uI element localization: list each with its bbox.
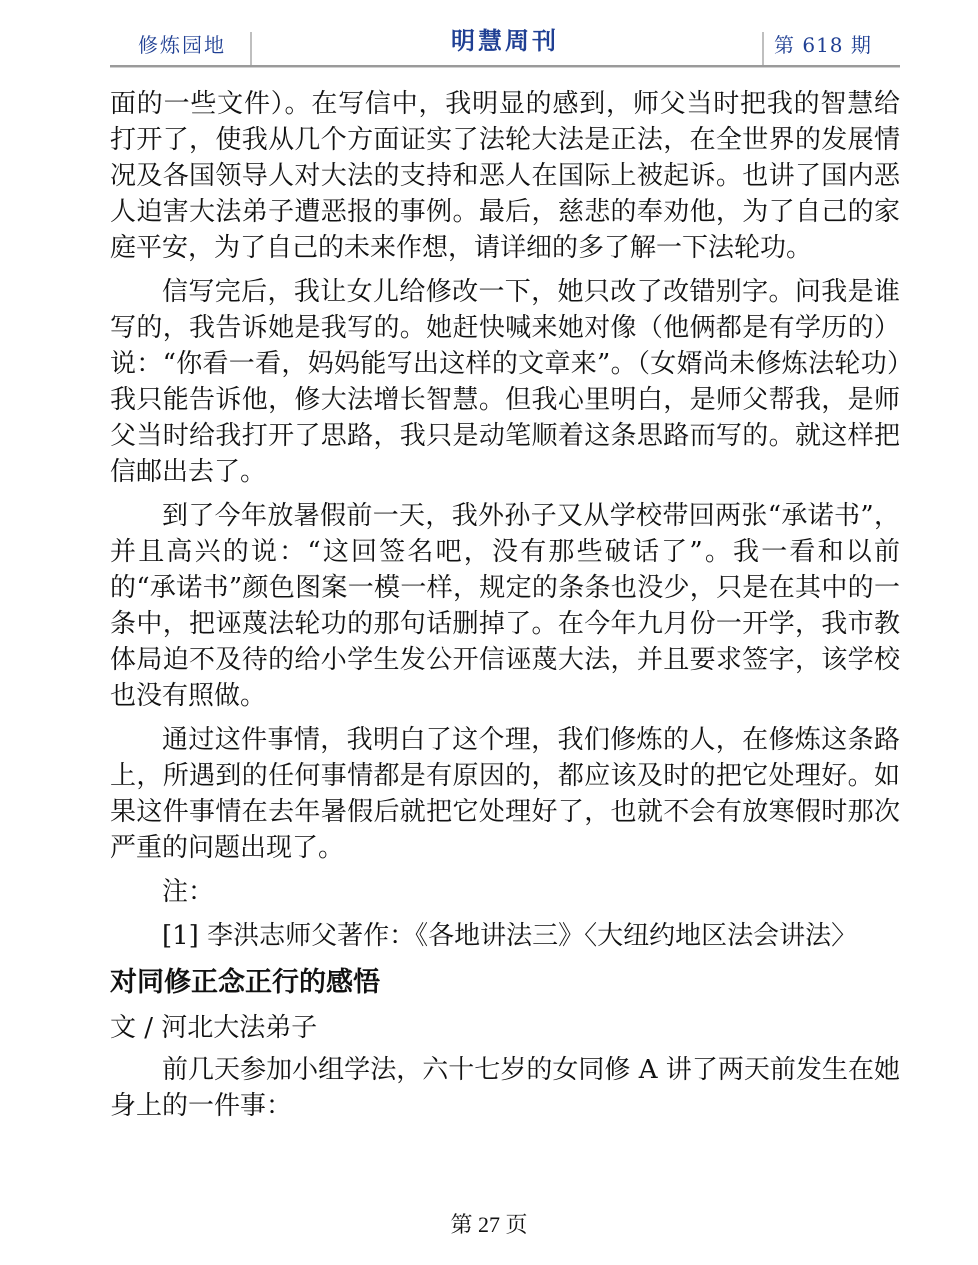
header-section-name: 修炼园地 — [138, 33, 226, 57]
header-issue-number: 第 618 期 — [774, 33, 872, 57]
notes-label: 注： — [162, 877, 215, 907]
paragraph-reflection: 通过这件事情，我明白了这个理，我们修炼的人，在修炼这条路上，所遇到的任何事情都是有原因的，都应该及时的把它处理好。如果这件事情在去年暑假后就把它处理好了，也就不会有放寒假时那次严重的问题出现了。 — [110, 725, 900, 863]
article-title: 对同修正念正行的感悟 — [110, 967, 380, 998]
page-number: 第 27 页 — [450, 1212, 528, 1237]
header-publication-title: 明慧周刊 — [451, 27, 559, 55]
paragraph-pledge-forms: 到了今年放暑假前一天，我外孙子又从学校带回两张“承诺书”，并且高兴的说：“这回签名吧，没有那些破话了”。我一看和以前的“承诺书”颜色图案一模一样，规定的条条也没少，只是在其中的一条中，把诬蔑法轮功的那句话删掉了。在今年九月份一开学，我市教体局迫不及待的给小学生发公开信诬蔑大法，并且要求签字，该学校也没有照做。 — [110, 501, 900, 711]
paragraph-continued: 面的一些文件）。在写信中，我明显的感到，师父当时把我的智慧给打开了，使我从几个方面证实了法轮大法是正法，在全世界的发展情况及各国领导人对大法的支持和恶人在国际上被起诉。也讲了国内恶人迫害大法弟子遭恶报的事例。最后，慈悲的奉劝他，为了自己的家庭平安，为了自己的未来作想，请详细的多了解一下法轮功。 — [110, 89, 900, 263]
footnote-1: [1] 李洪志师父著作：《各地讲法三》〈大纽约地区法会讲法〉 — [162, 921, 858, 951]
page-content — [110, 86, 900, 1132]
article-byline: 文 / 河北大法弟子 — [110, 1013, 318, 1043]
paragraph-letter-review: 信写完后，我让女儿给修改一下，她只改了改错别字。问我是谁写的，我告诉她是我写的。她赶快喊来她对像（他俩都是有学历的）说：“你看一看，妈妈能写出这样的文章来”。（女婿尚未修炼法轮功）我只能告诉他，修大法增长智慧。但我心里明白，是师父帮我，是师父当时给我打开了思路，我只是动笔顺着这条思路而写的。就这样把信邮出去了。 — [110, 277, 900, 487]
article-paragraph-1: 前几天参加小组学法，六十七岁的女同修 A 讲了两天前发生在她身上的一件事： — [110, 1055, 900, 1121]
header-divider-right — [762, 32, 764, 66]
page-header — [110, 24, 900, 68]
header-rule-shadow — [110, 67, 900, 68]
